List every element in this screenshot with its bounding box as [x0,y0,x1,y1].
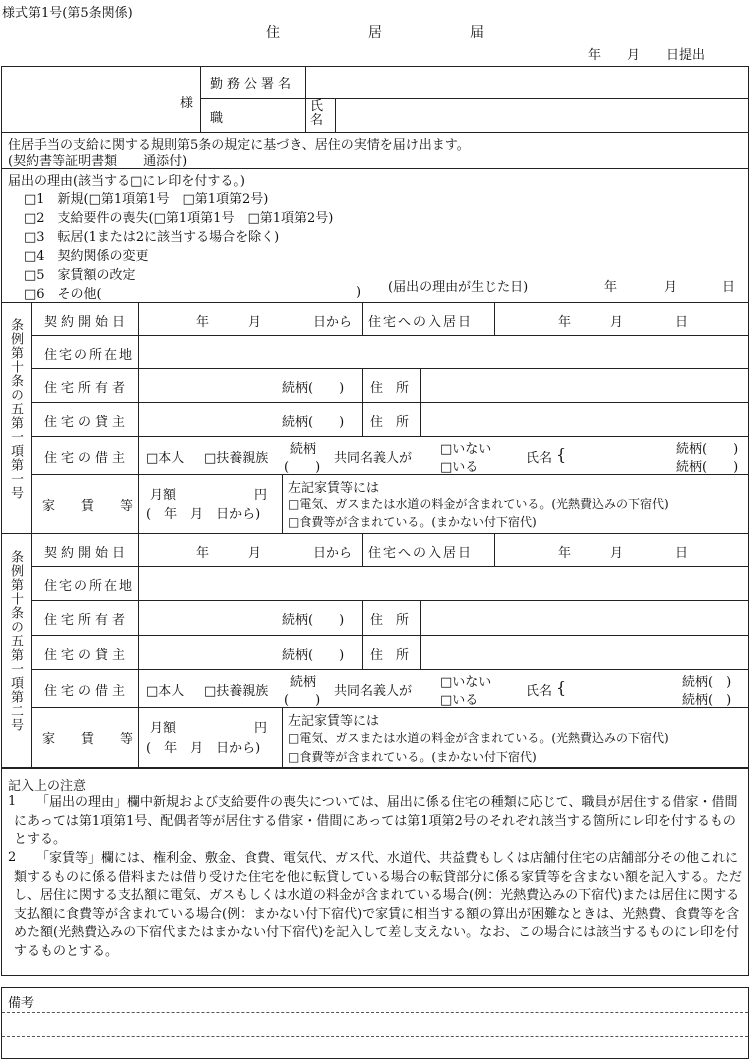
s1-from-date[interactable]: ( 年 月 日から) [146,507,261,522]
s2-move-in-label: 住宅への入居日 [368,546,474,561]
form-number: 様式第1号(第5条関係) [2,6,133,21]
s2-contract-start-value[interactable]: 年 月 日から [196,546,353,561]
s1-location-label: 住宅の所在地 [44,348,135,363]
s2-exists-check[interactable]: □いる [440,693,479,708]
s1-name-label: 氏名 [526,451,553,466]
title-char-3: 届 [470,25,484,41]
s1-monthly-label: 月額 [150,488,177,503]
s2-owner-address-label: 住 所 [370,613,410,628]
s2-owner-label: 住宅所有者 [44,613,130,628]
s1-rent-note-heading: 左記家賃等には [288,481,380,496]
s2-co-rel-2[interactable]: 続柄( ) [682,693,732,708]
s1-co-name-label: 共同名義人が [334,451,413,466]
s2-rel-bottom[interactable]: ( ) [284,693,321,708]
note-1-number: 1 [8,794,17,809]
s1-self-check[interactable]: □本人 [146,451,185,466]
reason-item-6[interactable]: □6 その他( [24,287,102,302]
s2-self-check[interactable]: □本人 [146,684,185,699]
s2-lender-relation[interactable]: 続柄( ) [282,648,345,663]
occurred-day: 日 [722,280,736,295]
s2-monthly-label: 月額 [150,721,177,736]
s2-move-in-value[interactable]: 年 月 日 [558,546,689,561]
s1-borrower-label: 住宅の借主 [44,451,130,466]
s1-none-check[interactable]: □いない [440,442,492,457]
reason-item-3[interactable]: □3 転居(1または2に該当する場合を除く) [24,230,280,245]
note-2-number: 2 [8,850,17,865]
s1-rent-note-2[interactable]: □食費等が含まれている。(まかない付下宿代) [288,515,537,529]
section-2-label: 条例第十条の五第一項第二号 [8,550,23,732]
s1-owner-relation[interactable]: 続柄( ) [282,381,345,396]
section-1-label: 条例第十条の五第一項第一号 [8,318,23,500]
s2-brace: { [556,678,567,697]
s1-lender-address-label: 住 所 [370,415,410,430]
note-1-text: 「届出の理由」欄中新規および支給要件の喪失については、届出に係る住宅の種類に応じて、職員が居住する借家・借間にあっては第1項第1号、配偶者等が居住する借家・借間にあっては第1項第2号のそれぞれ該当する箇所にレ印を付するものとする。 [14,795,738,847]
occurred-month: 月 [664,280,678,295]
s2-lender-address-label: 住 所 [370,648,410,663]
s1-dependent-check[interactable]: □扶養親族 [204,451,269,466]
s1-owner-label: 住宅所有者 [44,381,130,396]
s2-co-name-label: 共同名義人が [334,684,413,699]
remarks-box[interactable] [1,987,749,1059]
s2-name-label: 氏名 [526,684,553,699]
s2-rent-label: 家 賃 等 [42,732,134,747]
reason-other-close: ) [356,285,362,300]
s1-contract-start-value[interactable]: 年 月 日から [196,315,353,330]
remarks-line-2 [2,1036,748,1037]
s1-rel-top: 続柄 [290,442,317,457]
s2-dependent-check[interactable]: □扶養親族 [204,684,269,699]
reason-item-2[interactable]: □2 支給要件の喪失(□第1項第1号 □第1項第2号) [24,211,334,226]
notes-heading: 記入上の注意 [8,779,87,794]
reason-item-5[interactable]: □5 家賃額の改定 [24,268,136,283]
sama-label: 様 [180,96,194,111]
occurred-label: (届出の理由が生じた日) [388,280,529,295]
job-label: 職 [210,111,224,126]
attachment-text: (契約書等証明書類 通添付) [8,154,188,169]
remarks-line-1 [2,1012,748,1013]
s2-rent-note-1[interactable]: □電気、ガスまたは水道の料金が含まれている。(光熱費込みの下宿代) [288,731,669,745]
s1-lender-relation[interactable]: 続柄( ) [282,415,345,430]
s1-move-in-label: 住宅への入居日 [368,315,474,330]
note-2-text: 「家賃等」欄には、権利金、敷金、食費、電気代、ガス代、水道代、共益費もしくは店舗付住宅の店舗部分その他これに類するものに係る借料または借り受けた住宅を他に転貸している場合の転貸部分に係る家賃等を含まない額を記入する。ただし、居住に関する支払額に電気、ガスもしくは水道の料金が含まれている場合(例：光熱費込みの下宿代)または居住に関する支払額に食費等が含まれている場合(例：まかない付下宿代)で家賃に相当する額の算出が困難なときは、光熱費、食費等を含めた額(光熱費込みの下宿代またはまかない付下宿代)を記入して差し支えない。なお、この場合には該当するものにレ印を付するものとする。 [14,851,743,959]
title-char-2: 居 [368,25,382,41]
s1-lender-label: 住宅の貸主 [44,415,130,430]
name-label: 氏名 [310,99,324,128]
reason-item-1[interactable]: □1 新規(□第1項第1号 □第1項第2号) [24,192,269,207]
s2-co-rel-1[interactable]: 続柄( ) [682,675,732,690]
s1-co-rel-2[interactable]: 続柄( ) [676,460,739,475]
submit-date-line: 年 月 日提出 [588,48,706,63]
office-label: 勤務公署名 [210,77,296,92]
remarks-label: 備考 [8,996,35,1011]
s1-co-rel-1[interactable]: 続柄( ) [676,442,739,457]
s2-contract-start-label: 契約開始日 [44,546,130,561]
occurred-year: 年 [604,280,618,295]
s2-yen: 円 [254,721,268,736]
s1-exists-check[interactable]: □いる [440,460,479,475]
s1-yen: 円 [254,488,268,503]
s2-lender-label: 住宅の貸主 [44,648,130,663]
s2-borrower-label: 住宅の借主 [44,684,130,699]
s1-contract-start-label: 契約開始日 [44,315,130,330]
s1-brace: { [556,445,567,464]
title-char-1: 住 [266,25,280,41]
s1-owner-address-label: 住 所 [370,381,410,396]
s2-rel-top: 続柄 [290,675,317,690]
reason-item-4[interactable]: □4 契約関係の変更 [24,249,149,264]
s1-move-in-value[interactable]: 年 月 日 [558,315,689,330]
s1-rent-label: 家 賃 等 [42,499,134,514]
s2-none-check[interactable]: □いない [440,675,492,690]
reasons-heading: 届出の理由(該当する□にレ印を付する。) [8,174,245,189]
s2-owner-relation[interactable]: 続柄( ) [282,613,345,628]
s2-from-date[interactable]: ( 年 月 日から) [146,741,261,756]
s1-rel-bottom[interactable]: ( ) [284,460,321,475]
s2-rent-note-heading: 左記家賃等には [288,714,380,729]
s2-rent-note-2[interactable]: □食費等が含まれている。(まかない付下宿代) [288,750,537,764]
s2-location-label: 住宅の所在地 [44,579,135,594]
s1-rent-note-1[interactable]: □電気、ガスまたは水道の料金が含まれている。(光熱費込みの下宿代) [288,497,669,511]
intro-text: 住居手当の支給に関する規則第5条の規定に基づき、居住の実情を届け出ます。 [8,138,470,153]
